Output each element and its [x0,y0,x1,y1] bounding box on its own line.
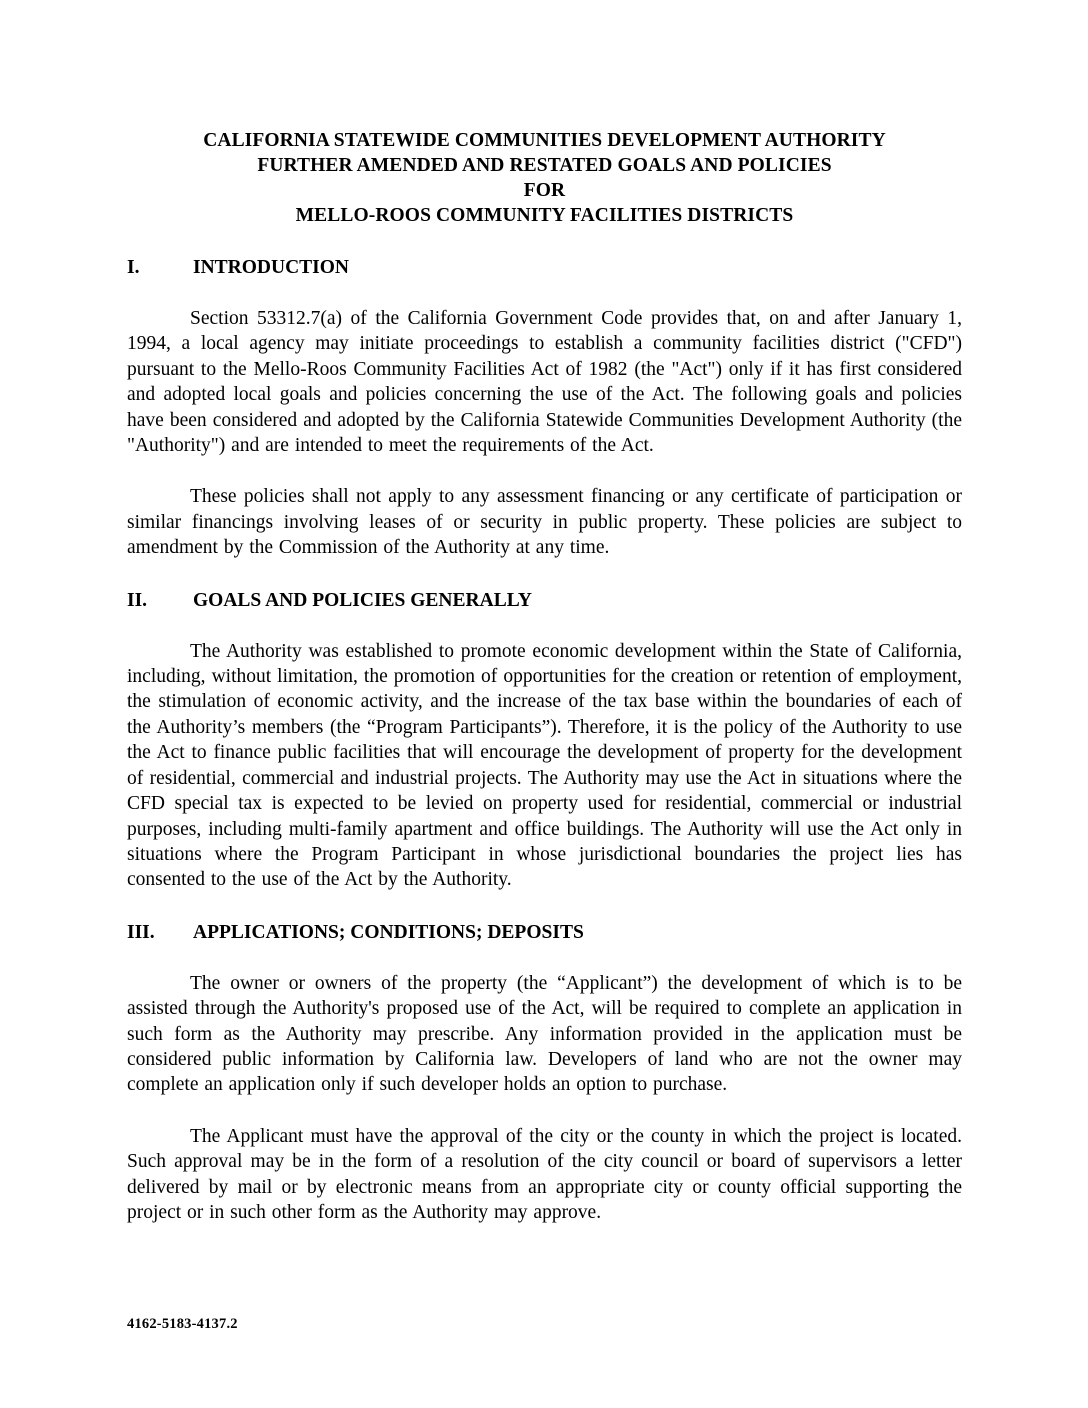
section-number: I. [127,257,140,278]
section-applications-conditions-deposits [127,920,962,1226]
title-line-1: CALIFORNIA STATEWIDE COMMUNITIES DEVELOPMENT AUTHORITY [203,130,886,151]
paragraph: The Authority was established to promote economic development within the State of California, including, without limitation, the promotion of opportunities for the creation or retention of employment, the stimulation of economic activity, and the increase of the tax base within the boundaries of each of the Authority’s members (the “Program Participants”). Therefore, it is the policy of the Authority to use the Act to finance public facilities that will encourage the development of property for the development of residential, commercial and industrial projects. The Authority may use the Act in situations where the CFD special tax is expected to be levied on property used for residential, commercial or industrial purposes, including multi-family apartment and office buildings. The Authority will use the Act only in situations where the Program Participant in whose jurisdictional boundaries the project lies has consented to the use of the Act by the Authority. [127,640,962,891]
section-title: INTRODUCTION [193,257,350,278]
paragraph: The Applicant must have the approval of the city or the county in which the project is located. Such approval may be in the form of a resolution of the city council or board of supervisors a letter delivered by mail or by electronic means from an appropriate city or county official supporting the project or in such other form as the Authority may approve. [127,1125,962,1223]
section-introduction [127,255,962,561]
paragraph: The owner or owners of the property (the “Applicant”) the development of which is to be assisted through the Authority's proposed use of the Act, will be required to complete an application in such form as the Authority may prescribe. Any information provided in the application must be considered public information by California law. Developers of land who are not the owner may complete an application only if such developer holds an option to purchase. [127,972,962,1096]
section-goals-and-policies [127,588,962,893]
section-heading [127,588,962,613]
document-title [127,128,962,228]
paragraph: These policies shall not apply to any assessment financing or any certificate of participation or similar financings involving leases of or security in public property. These policies are subject to amendment by the Commission of the Authority at any time. [127,486,962,559]
title-line-3: FOR [523,180,566,201]
document-number-footer: 4162-5183-4137.2 [127,1316,238,1332]
title-line-2: FURTHER AMENDED AND RESTATED GOALS AND POLICIES [257,155,832,176]
document-content [127,128,962,1225]
section-heading [127,920,962,945]
section-heading [127,255,962,280]
paragraph: Section 53312.7(a) of the California Government Code provides that, on and after January 1, 1994, a local agency may initiate proceedings to establish a community facilities district ("CFD") pursuant to the Mello-Roos Community Facilities Act of 1982 (the "Act") only if it has first considered and adopted local goals and policies concerning the use of the Act. The following goals and policies have been considered and adopted by the California Statewide Communities Development Authority (the "Authority") and are intended to meet the requirements of the Act. [127,308,962,457]
title-line-4: MELLO-ROOS COMMUNITY FACILITIES DISTRICTS [295,205,794,226]
section-number: II. [127,589,148,611]
section-title: APPLICATIONS; CONDITIONS; DEPOSITS [193,921,584,943]
section-number: III. [127,921,155,943]
section-title: GOALS AND POLICIES GENERALLY [193,589,532,611]
